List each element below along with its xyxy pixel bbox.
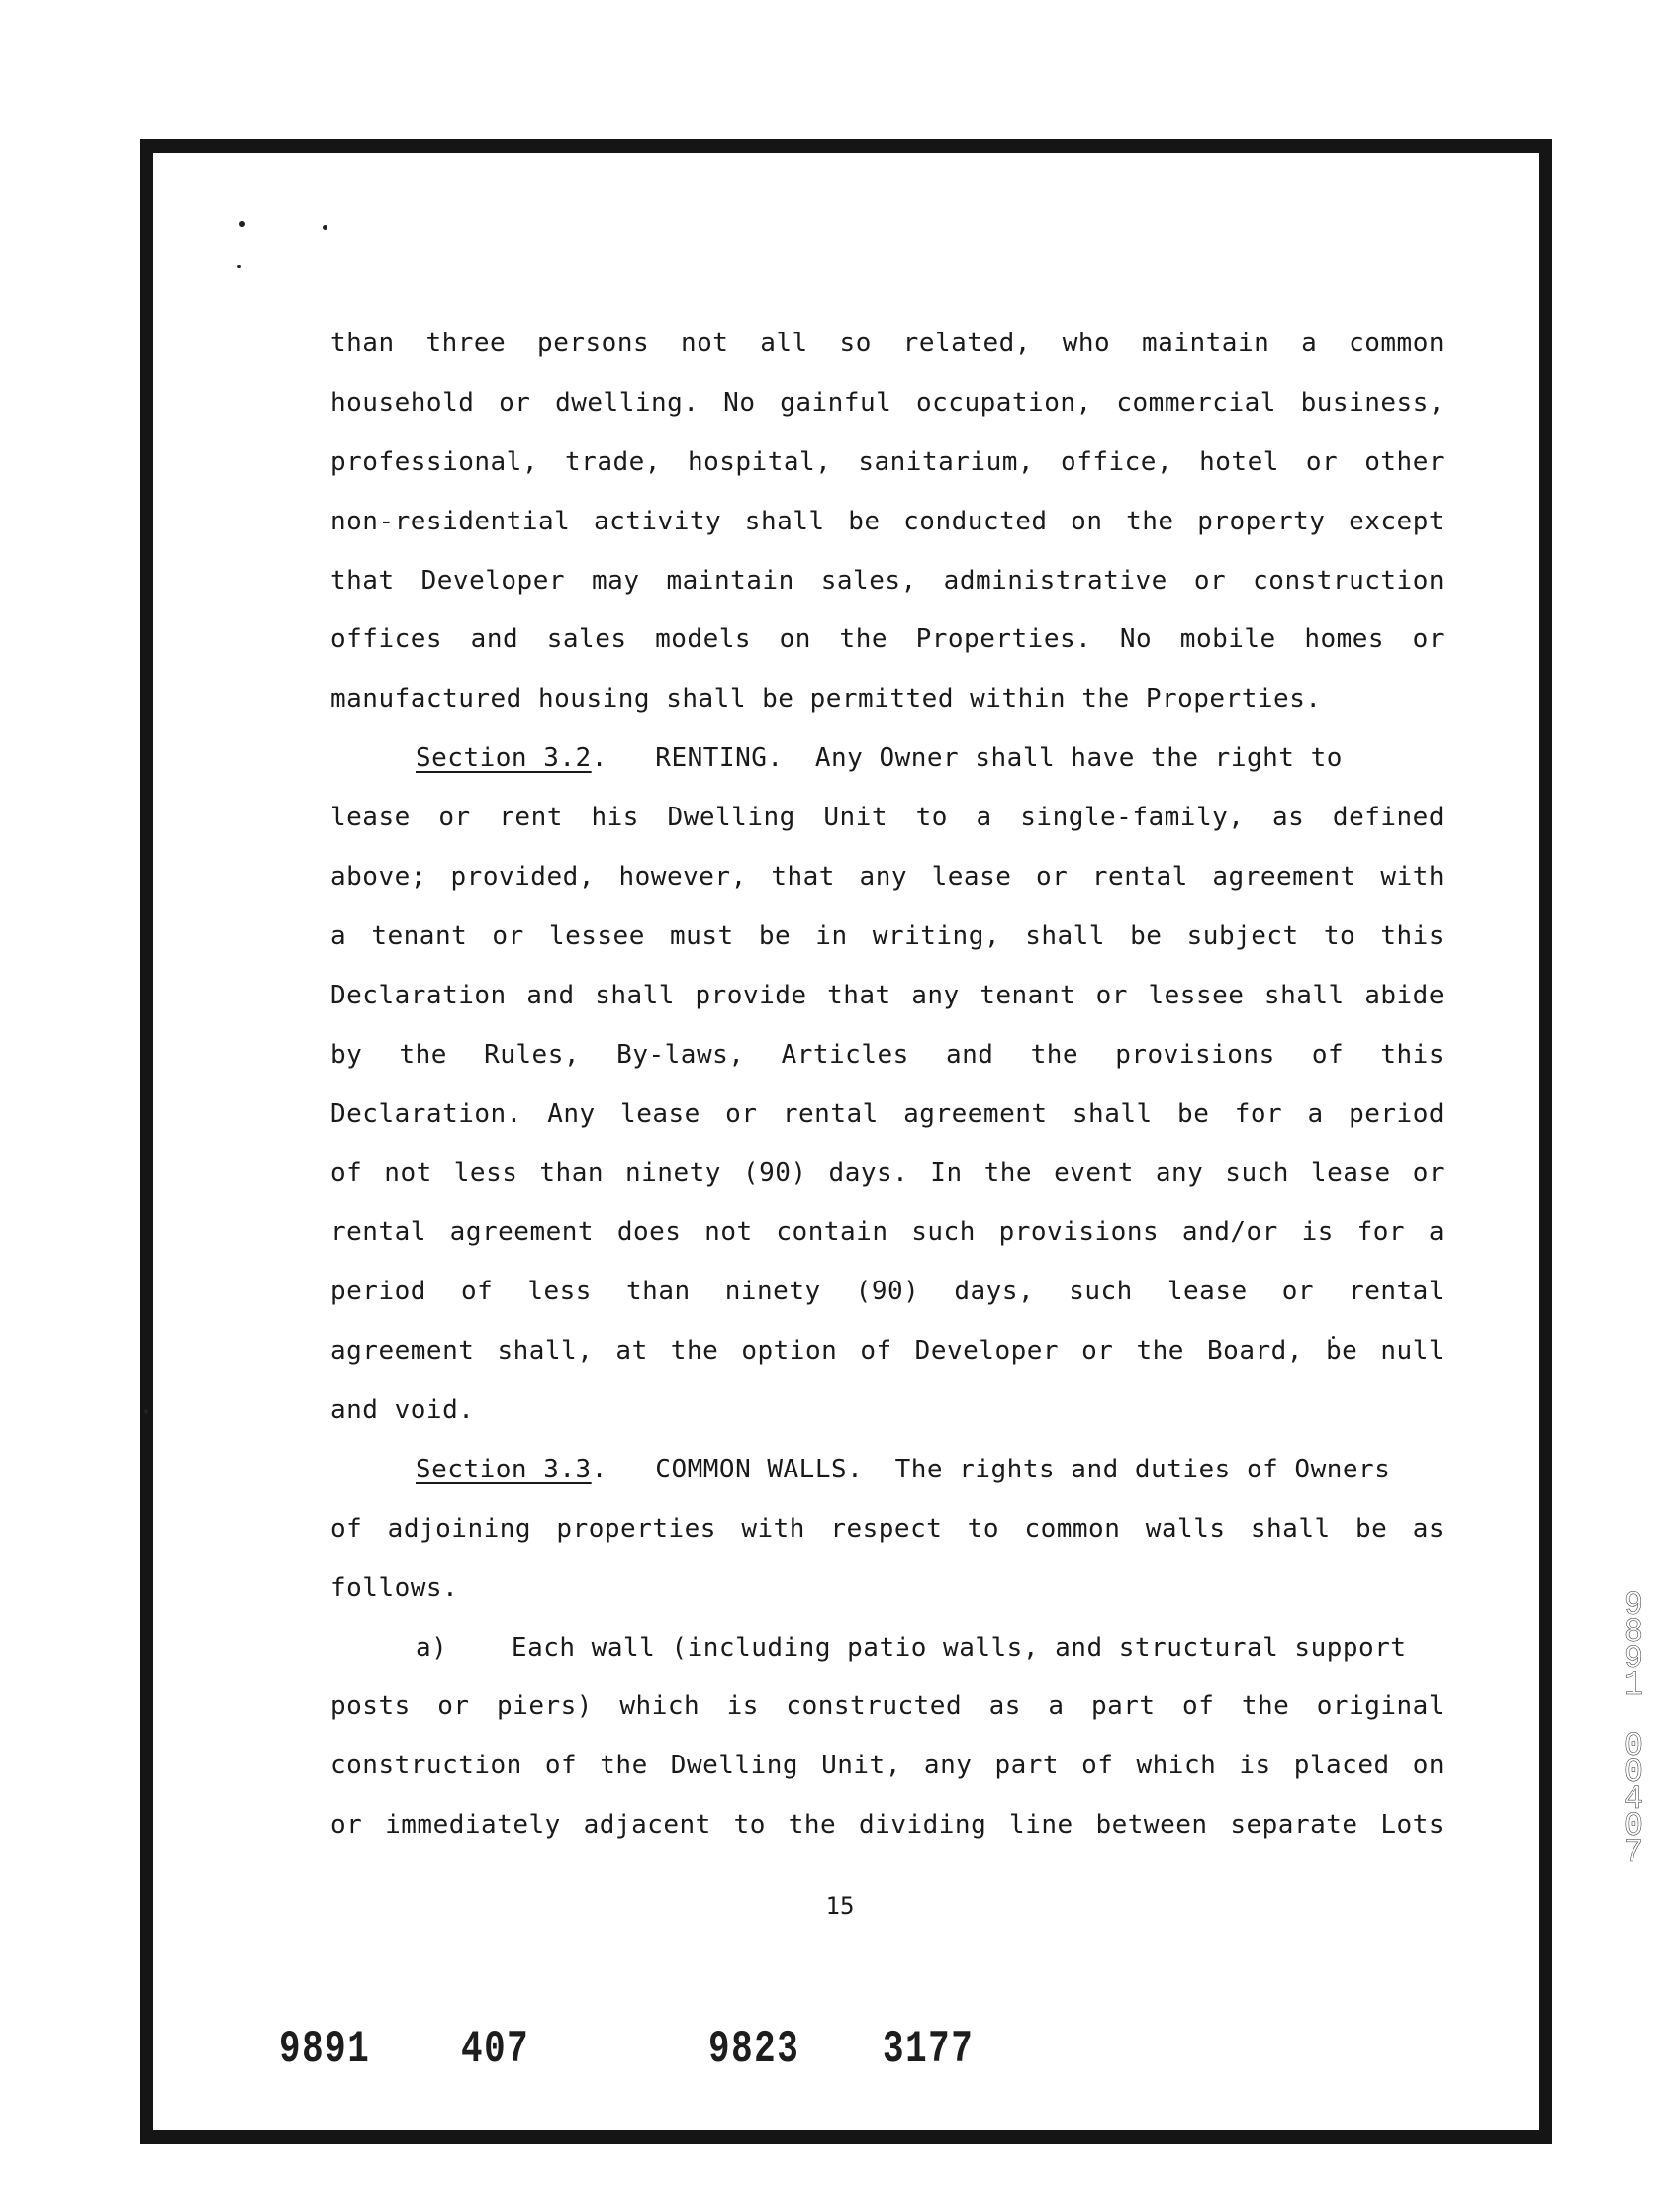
- section-label: Section 3.3: [416, 1454, 592, 1484]
- text-line: non-residential activity shall be conducted on the property except: [330, 506, 1445, 536]
- text-line: household or dwelling. No gainful occupation, commercial business,: [330, 387, 1445, 418]
- paragraph-section-renting: [330, 729, 1445, 1441]
- side-code-bottom: [1617, 1728, 1650, 1872]
- side-code-digit: 9: [1623, 1641, 1644, 1678]
- section-heading-text: . RENTING. Any Owner shall have the right to: [591, 743, 1343, 774]
- side-code-digit: 8: [1623, 1614, 1644, 1652]
- page-stamp: 407: [461, 2024, 530, 2075]
- text-line: or immediately adjacent to the dividing line between separate Lots: [330, 1810, 1445, 1841]
- side-code-digit: 0: [1623, 1755, 1644, 1792]
- side-code-digit: 9: [1623, 1587, 1644, 1625]
- text-line: of adjoining properties with respect to common walls shall be as: [330, 1513, 1445, 1544]
- text-line: and void.: [330, 1395, 475, 1426]
- book-number-stamp: 9823: [708, 2024, 800, 2075]
- text-line: Declaration. Any lease or rental agreement shall be for a period: [330, 1098, 1445, 1129]
- text-line: manufactured housing shall be permitted within the Properties.: [330, 684, 1322, 714]
- text-line: rental agreement does not contain such provisions and/or is for a: [330, 1217, 1445, 1248]
- paragraph-section-common-walls: [330, 1441, 1445, 1619]
- side-code-digit: 1: [1623, 1667, 1644, 1705]
- scan-speck: [239, 221, 245, 227]
- document-body: [330, 315, 1445, 1855]
- scan-speck: [144, 1409, 148, 1414]
- text-line: a tenant or lessee must be in writing, shall be subject to this: [330, 920, 1445, 951]
- text-line: follows.: [330, 1572, 459, 1603]
- side-code-digit: 7: [1623, 1835, 1644, 1872]
- text-line: than three persons not all so related, who maintain a common: [330, 329, 1445, 358]
- text-line: Declaration and shall provide that any tenant or lessee shall abide: [330, 980, 1445, 1010]
- text-line: of not less than ninety (90) days. In the event any such lease or: [330, 1158, 1445, 1188]
- text-line: agreement shall, at the option of Developer or the Board, be null: [330, 1336, 1445, 1367]
- side-code-digit: 0: [1623, 1808, 1644, 1846]
- scan-speck: [237, 265, 241, 268]
- text-line: offices and sales models on the Properties. No mobile homes or: [330, 624, 1445, 655]
- section-heading-line: [330, 729, 1445, 789]
- section-label: Section 3.2: [416, 743, 592, 774]
- text-line: period of less than ninety (90) days, such lease or rental: [330, 1277, 1445, 1307]
- side-code-digit: 4: [1623, 1781, 1644, 1819]
- text-line: lease or rent his Dwelling Unit to a single-family, as defined: [330, 803, 1445, 833]
- scan-speck: [323, 225, 327, 230]
- page-stamp: 3177: [883, 2024, 975, 2075]
- section-heading-text: . COMMON WALLS. The rights and duties of Owners: [591, 1454, 1391, 1484]
- paragraph-item-a: [330, 1619, 1445, 1856]
- text-line: that Developer may maintain sales, administrative or construction: [330, 565, 1445, 596]
- page-number: 15: [825, 1892, 855, 1920]
- text-line: by the Rules, By-laws, Articles and the provisions of this: [330, 1039, 1445, 1070]
- side-code-digit: 0: [1623, 1728, 1644, 1765]
- section-heading-line: [330, 1441, 1445, 1500]
- list-item-first-line: a) Each wall (including patio walls, and structural support: [416, 1632, 1407, 1662]
- text-line: professional, trade, hospital, sanitarium, office, hotel or other: [330, 446, 1445, 477]
- side-reference-code: [1617, 1587, 1650, 1872]
- book-number-stamp: 9891: [279, 2024, 371, 2075]
- text-line: above; provided, however, that any lease or rental agreement with: [330, 862, 1445, 893]
- side-code-top: [1617, 1587, 1650, 1705]
- text-line: posts or piers) which is constructed as a part of the original: [330, 1691, 1445, 1722]
- paragraph-single-family: [330, 315, 1445, 729]
- text-line: construction of the Dwelling Unit, any part of which is placed on: [330, 1751, 1445, 1781]
